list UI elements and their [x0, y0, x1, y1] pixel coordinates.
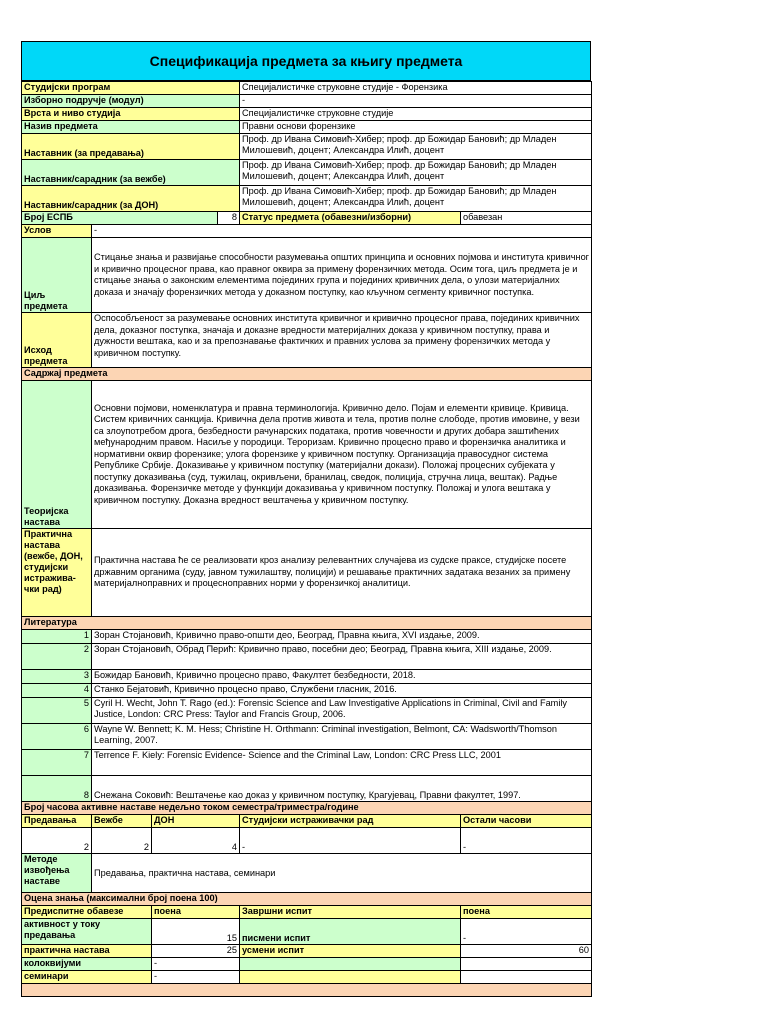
literature-header: Литература — [22, 617, 592, 630]
value-espb: 8 — [218, 212, 240, 225]
points-label: поена — [152, 906, 240, 919]
literature-number: 2 — [22, 644, 92, 670]
final-exam-points — [461, 971, 592, 984]
specification-sheet — [21, 41, 591, 997]
final-exam-points: - — [461, 919, 592, 945]
value-module: - — [240, 95, 592, 108]
hours-don-value: 4 — [152, 828, 240, 854]
literature-number: 4 — [22, 684, 92, 698]
row-footer-empty — [22, 984, 592, 997]
value-exercises: Проф. др Ивана Симовић-Хибер; проф. др Божидар Бановић; др Младен Милошевић, доцент; Александра Илић, доцент — [240, 160, 592, 186]
hours-exercises-value: 2 — [92, 828, 152, 854]
label-module: Изборно подручје (модул) — [22, 95, 240, 108]
literature-item — [22, 684, 592, 698]
literature-text: Божидар Бановић, Кривично процесно право, Факултет безбедности, 2018. — [92, 670, 592, 684]
assessment-row — [22, 971, 592, 984]
label-condition: Услов — [22, 225, 92, 238]
literature-number: 8 — [22, 776, 92, 802]
row-theory — [22, 381, 592, 529]
literature-text: Станко Бејатовић, Кривично процесно право, Службени гласник, 2016. — [92, 684, 592, 698]
final-exam-points — [461, 958, 592, 971]
final-exam-label: Завршни испит — [240, 906, 461, 919]
literature-number: 3 — [22, 670, 92, 684]
row-hours-values — [22, 828, 592, 854]
literature-item — [22, 698, 592, 724]
literature-text: Зоран Стојановић, Кривично право-општи део, Београд, Правна књига, XVI издање, 2009. — [92, 630, 592, 644]
literature-item — [22, 750, 592, 776]
content-header: Садржај предмета — [22, 368, 592, 381]
literature-number: 5 — [22, 698, 92, 724]
final-exam-points: 60 — [461, 945, 592, 958]
row-assessment-labels — [22, 906, 592, 919]
literature-text: Cyril H. Wecht, John T. Rago (ed.): Forensic Science and Law Investigative Applications in Criminal, Civil and Family Justice, London: CRC Press: Taylor and Francis Group, 2006. — [92, 698, 592, 724]
label-espb: Број ЕСПБ — [22, 212, 218, 225]
hours-other-label: Остали часови — [461, 815, 592, 828]
row-hours-labels — [22, 815, 592, 828]
final-exam-item: усмени испит — [240, 945, 461, 958]
final-exam-item: писмени испит — [240, 919, 461, 945]
row-don — [22, 186, 592, 212]
row-content-header — [22, 368, 592, 381]
value-goal: Стицање знања и развијање способности разумевања општих принципа и основних појмова и института кривичног и кривично процесног права, као правног оквира за примену форензичких метода. Осим тога, циљ предмета је и стицање знања о законским елементима појединих група и појединих кривичних дела, о улози материјалних доказа и значају форензичких метода у доказном поступку, као кључном сегменту кривичног поступка. — [92, 238, 592, 313]
value-level: Специјалистичке струковне студије — [240, 108, 592, 121]
page-title: Спецификација предмета за књигу предмета — [21, 41, 591, 81]
row-assessment-header — [22, 893, 592, 906]
row-outcome — [22, 313, 592, 368]
pre-exam-points: 15 — [152, 919, 240, 945]
literature-item — [22, 644, 592, 670]
row-program — [22, 82, 592, 95]
hours-exercises-label: Вежбе — [92, 815, 152, 828]
literature-text: Wayne W. Bennett; K. M. Hess; Christine H. Orthmann: Criminal investigation, Belmont, CA: Wadsworth/Thomson Learning, 2007. — [92, 724, 592, 750]
literature-number: 7 — [22, 750, 92, 776]
value-theory: Основни појмови, номенклатура и правна терминологија. Кривично дело. Појам и елементи кривице. Кривица. Систем кривичних санкција. Кривична дела против живота и тела, против полне слободе, против имовине, у вези са злоупотребом дрога, безбедности рачунарских података, против човечности и других добара заштићених међународним правом. Насиље у породици. Тероризам. Кривично процесно право и форензичка аналитика и нормативни оквир форензике; улога форензике у кривичном поступку. Организација правосудног система Републике Србије. Доказивање у кривичном поступку (материјални докази). Положај процесних субјеката у поступку доказивања (суд, тужилац, окривљени, бранилац, сведок, полиција, стручна лица, вештак). Радње доказивања. Форензичке методе у функцији доказивања у кривичном поступку. Положај и улога вештака у кривичном поступку. Доказна вредност вештачења у кривичном поступку. — [92, 381, 592, 529]
final-exam-item — [240, 971, 461, 984]
literature-number: 6 — [22, 724, 92, 750]
row-literature-header — [22, 617, 592, 630]
hours-lectures-value: 2 — [22, 828, 92, 854]
value-lecturer: Проф. др Ивана Симовић-Хибер; проф. др Божидар Бановић; др Младен Милошевић, доцент; Александра Илић, доцент — [240, 134, 592, 160]
hours-don-label: ДОН — [152, 815, 240, 828]
label-exercises: Наставник/сарадник (за вежбе) — [22, 160, 240, 186]
hours-lectures-label: Предавања — [22, 815, 92, 828]
row-module — [22, 95, 592, 108]
hours-research-label: Студијски истраживачки рад — [240, 815, 461, 828]
pre-exam-points: - — [152, 971, 240, 984]
literature-item — [22, 776, 592, 802]
label-methods: Методе извођења наставе — [22, 854, 92, 893]
footer-bar — [22, 984, 592, 997]
hours-header: Број часова активне наставе недељно током семестра/триместра/године — [22, 802, 592, 815]
pre-exam-item: практична настава — [22, 945, 152, 958]
pre-exam-points: - — [152, 958, 240, 971]
assessment-row — [22, 945, 592, 958]
label-status: Статус предмета (обавезни/изборни) — [240, 212, 461, 225]
row-exercises — [22, 160, 592, 186]
assessment-row — [22, 919, 592, 945]
label-outcome: Исход предмета — [22, 313, 92, 368]
value-status: обавезан — [461, 212, 592, 225]
label-goal: Циљ предмета — [22, 238, 92, 313]
label-level: Врста и ниво студија — [22, 108, 240, 121]
label-lecturer: Наставник (за предавања) — [22, 134, 240, 160]
literature-text: Зоран Стојановић, Обрад Перић: Кривично право, посебни део; Београд, Правна књига, XIII издање, 2009. — [92, 644, 592, 670]
value-don: Проф. др Ивана Симовић-Хибер; проф. др Божидар Бановић; др Младен Милошевић, доцент; Александра Илић, доцент — [240, 186, 592, 212]
pre-exam-label: Предиспитне обавезе — [22, 906, 152, 919]
row-hours-header — [22, 802, 592, 815]
hours-research-value: - — [240, 828, 461, 854]
specification-table — [21, 81, 592, 997]
value-practice: Практична настава ће се реализовати кроз анализу релевантних случајева из судске праксе, студијске посете државним органима (суду, јавном тужилаштву, полицији) и решавање практичних задатака везаних за примену материјалноправних и процесноправних норми у форензичкој аналитици. — [92, 529, 592, 617]
literature-number: 1 — [22, 630, 92, 644]
row-level — [22, 108, 592, 121]
assessment-row — [22, 958, 592, 971]
row-practice — [22, 529, 592, 617]
final-points-label: поена — [461, 906, 592, 919]
row-goal — [22, 238, 592, 313]
label-course-name: Назив предмета — [22, 121, 240, 134]
value-course-name: Правни основи форензике — [240, 121, 592, 134]
label-don: Наставник/сарадник (за ДОН) — [22, 186, 240, 212]
row-methods — [22, 854, 592, 893]
hours-other-value: - — [461, 828, 592, 854]
label-program: Студијски програм — [22, 82, 240, 95]
value-methods: Предавања, практична настава, семинари — [92, 854, 592, 893]
final-exam-item — [240, 958, 461, 971]
value-outcome: Оспособљеност за разумевање основних института кривичног и кривично процесног права, појединих кривичних дела, доказног поступка, значаја и доказне вредности материјалних доказа у кривичном поступку, права и дужности вештака, као и за препознавање фактичких и правних услова за примену форензичких метода у кривичном поступку. — [92, 313, 592, 368]
label-practice: Практична настава (вежбе, ДОН, студијски истражива-чки рад) — [22, 529, 92, 617]
pre-exam-item: колоквијуми — [22, 958, 152, 971]
row-lecturer — [22, 134, 592, 160]
pre-exam-points: 25 — [152, 945, 240, 958]
label-theory: Теоријска настава — [22, 381, 92, 529]
pre-exam-item: семинари — [22, 971, 152, 984]
value-program: Специјалистичке струковне студије - Форензика — [240, 82, 592, 95]
pre-exam-item: активност у току предавања — [22, 919, 152, 945]
literature-item — [22, 670, 592, 684]
value-condition: - — [92, 225, 592, 238]
assessment-header: Оцена знања (максимални број поена 100) — [22, 893, 592, 906]
literature-item — [22, 724, 592, 750]
row-condition — [22, 225, 592, 238]
row-espb — [22, 212, 592, 225]
literature-text: Terrence F. Kiely: Forensic Evidence- Science and the Criminal Law, London: CRC Press LLC, 2001 — [92, 750, 592, 776]
literature-text: Снежана Соковић: Вештачење као доказ у кривичном поступку, Крагујевац, Правни факултет, 1997. — [92, 776, 592, 802]
row-course-name — [22, 121, 592, 134]
literature-item — [22, 630, 592, 644]
